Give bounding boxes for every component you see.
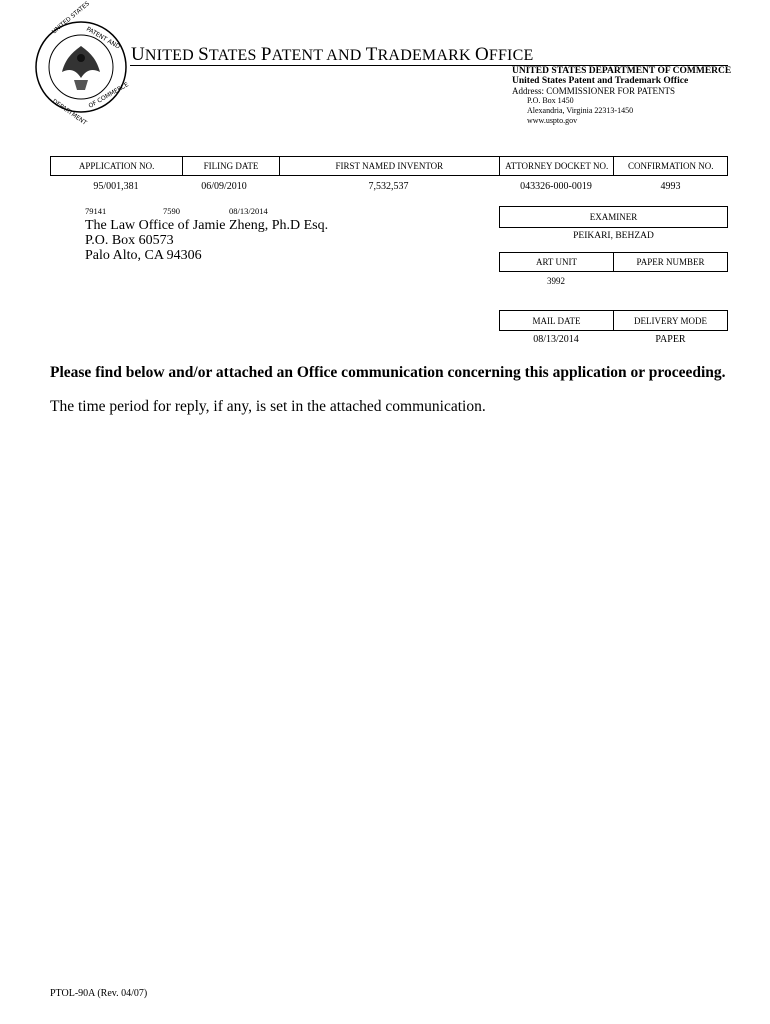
- art-unit-value: 3992: [547, 276, 565, 286]
- customer-number: 79141: [85, 206, 107, 216]
- mail-date-box: [499, 310, 728, 331]
- examiner-name: PEIKARI, BEHZAD: [573, 231, 654, 241]
- delivery-mode-label: DELIVERY MODE: [613, 311, 727, 330]
- filing-date-value: 06/09/2010: [201, 181, 247, 192]
- dept-line-5: Alexandria, Virginia 22313-1450: [527, 106, 634, 115]
- svg-text:DEPARTMENT: DEPARTMENT: [50, 97, 88, 127]
- examiner-label: EXAMINER: [589, 212, 638, 222]
- dept-line-2: United States Patent and Trademark Office: [512, 76, 689, 86]
- uspto-seal-icon: [34, 0, 130, 127]
- application-header-table: [50, 156, 728, 176]
- mail-date-label: MAIL DATE: [532, 315, 581, 326]
- art-unit-box: [499, 252, 728, 272]
- col-application-no: APPLICATION NO.: [51, 157, 183, 176]
- svg-text:OF COMMERCE: OF COMMERCE: [87, 81, 130, 110]
- reply-period-notice: The time period for reply, if any, is set in the attached communication.: [50, 398, 486, 415]
- dept-line-3: Address: COMMISSIONER FOR PATENTS: [512, 86, 675, 96]
- address-line-2: P.O. Box 60573: [85, 233, 174, 248]
- art-unit-label: ART UNIT: [535, 257, 578, 267]
- docket-no-value: 043326-000-0019: [520, 181, 592, 192]
- office-communication-notice: Please find below and/or attached an Office communication concerning this application or proceeding.: [50, 364, 726, 381]
- col-docket-no: ATTORNEY DOCKET NO.: [500, 157, 614, 176]
- dept-line-4: P.O. Box 1450: [527, 96, 574, 105]
- address-date: 08/13/2014: [229, 206, 268, 216]
- department-address-block: [512, 66, 731, 126]
- col-confirmation-no: CONFIRMATION NO.: [614, 157, 728, 176]
- svg-text:PATENT AND: PATENT AND: [85, 25, 122, 51]
- svg-text:UNITED STATES: UNITED STATES: [50, 0, 91, 36]
- application-no-value: 95/001,381: [93, 181, 139, 192]
- col-first-inventor: FIRST NAMED INVENTOR: [279, 157, 499, 176]
- mail-date-value: 08/13/2014: [533, 334, 579, 345]
- routing-code: 7590: [163, 206, 180, 216]
- form-number: PTOL-90A (Rev. 04/07): [50, 988, 148, 999]
- office-title: UNITED STATES PATENT AND TRADEMARK OFFICE: [131, 44, 534, 65]
- address-line-3: Palo Alto, CA 94306: [85, 248, 202, 263]
- examiner-label-box: [499, 206, 728, 228]
- confirmation-no-value: 4993: [660, 181, 681, 192]
- delivery-mode-value: PAPER: [655, 334, 686, 345]
- col-filing-date: FILING DATE: [183, 157, 279, 176]
- paper-number-label: PAPER NUMBER: [613, 253, 727, 271]
- address-line-1: The Law Office of Jamie Zheng, Ph.D Esq.: [85, 218, 329, 233]
- first-inventor-value: 7,532,537: [368, 181, 409, 192]
- dept-line-6: www.uspto.gov: [527, 116, 578, 125]
- correspondence-address: [85, 218, 328, 263]
- dept-line-1: UNITED STATES DEPARTMENT OF COMMERCE: [512, 66, 732, 76]
